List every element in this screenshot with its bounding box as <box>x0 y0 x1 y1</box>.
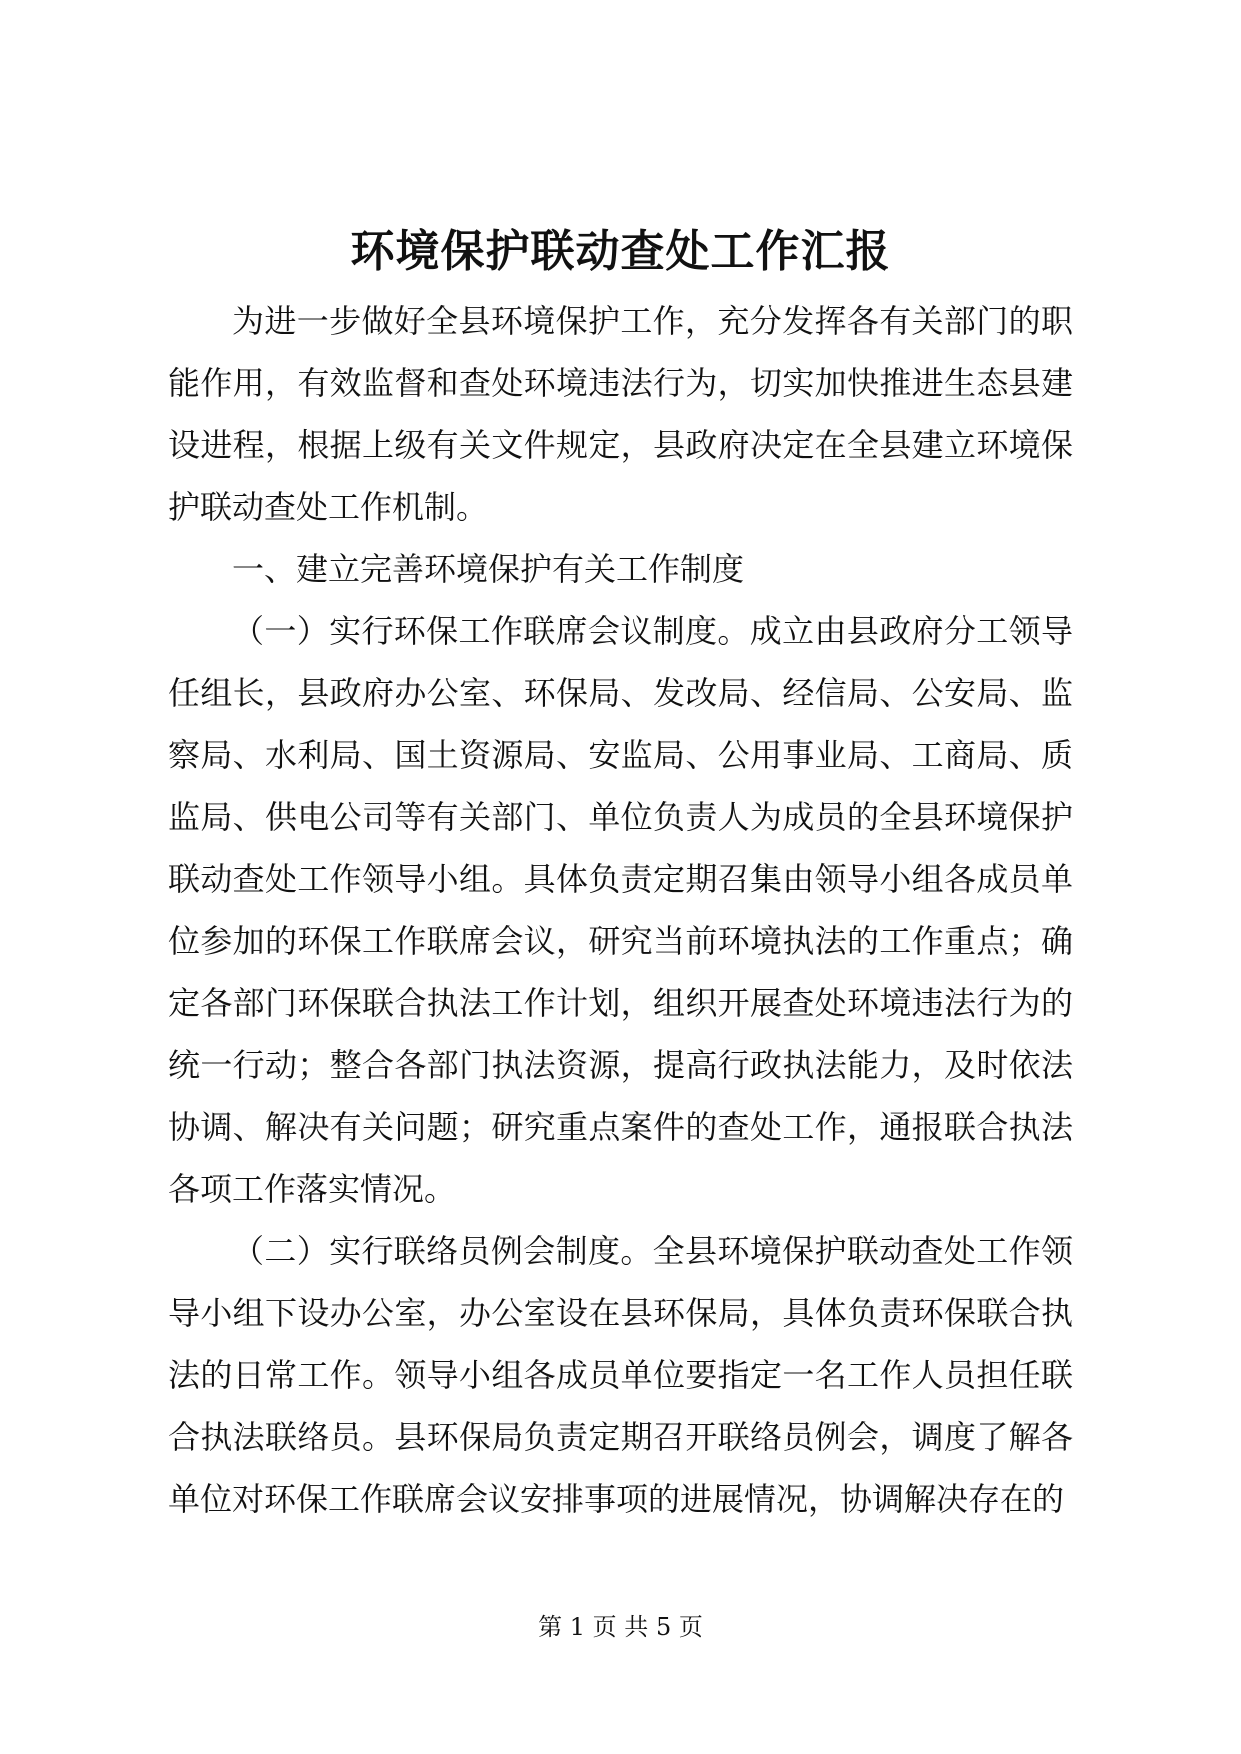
page-footer: 第 1 页 共 5 页 <box>538 1613 703 1641</box>
section-heading-1: 一、建立完善环境保护有关工作制度 <box>232 550 745 588</box>
paragraph-intro: 为进一步做好全县环境保护工作，充分发挥各有关部门的职能作用，有效监督和查处环境违法行为，切实加快推进生态县建设进程，根据上级有关文件规定，县政府决定在全县建立环境保护联动查处工作机制。 <box>168 302 1073 526</box>
paragraph-joint-meeting: （一）实行环保工作联席会议制度。成立由县政府分工领导任组长，县政府办公室、环保局、发改局、经信局、公安局、监察局、水利局、国土资源局、安监局、公用事业局、工商局、质监局、供电公司等有关部门、单位负责人为成员的全县环境保护联动查处工作领导小组。具体负责定期召集由领导小组各成员单位参加的环保工作联席会议，研究当前环境执法的工作重点；确定各部门环保联合执法工作计划，组织开展查处环境违法行为的统一行动；整合各部门执法资源，提高行政执法能力，及时依法协调、解决有关问题；研究重点案件的查处工作，通报联合执法各项工作落实情况。 <box>168 612 1073 1208</box>
paragraph-liaison-meeting: （二）实行联络员例会制度。全县环境保护联动查处工作领导小组下设办公室，办公室设在县环保局，具体负责环保联合执法的日常工作。领导小组各成员单位要指定一名工作人员担任联合执法联络员。县环保局负责定期召开联络员例会，调度了解各单位对环保工作联席会议安排事项的进展情况，协调解决存在的 <box>168 1232 1073 1518</box>
document-body <box>168 290 1073 1530</box>
document-title: 环境保护联动查处工作汇报 <box>350 226 891 277</box>
